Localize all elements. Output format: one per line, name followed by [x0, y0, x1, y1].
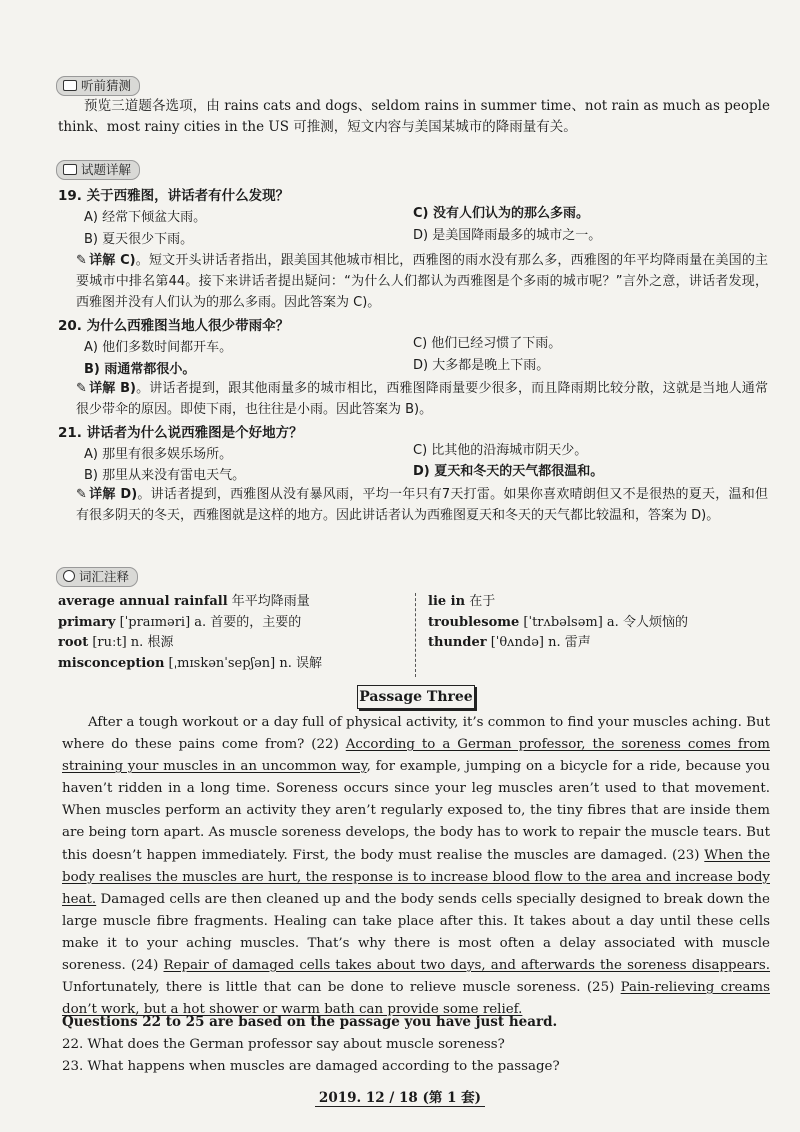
passage-title: Passage Three	[357, 685, 475, 709]
q21-option-a: A) 那里有很多娱乐场所。	[84, 447, 233, 462]
question-21-stem: 21. 讲话者为什么说西雅图是个好地方？	[58, 425, 303, 441]
answer-25-underline: Pain-relieving creams don’t work, but a hot shower or warm bath can provide some relief.	[62, 980, 770, 1018]
answer-22-underline: According to a German professor, the soreness comes from straining your muscles in an uncommon way	[62, 737, 770, 775]
q21-option-d: D) 夏天和冬天的天气都很温和。	[413, 464, 604, 479]
vocab-item: troublesome [ˈtrʌbəlsəm] a. 令人烦恼的	[428, 614, 688, 630]
vocab-item: primary [ˈpraɪməri] a. 首要的，主要的	[58, 614, 302, 630]
q19-option-b: B) 夏天很少下雨。	[84, 232, 194, 247]
page-footer: 2019. 12 / 18 (第 1 套)	[0, 1088, 800, 1109]
q19-option-a: A) 经常下倾盆大雨。	[84, 210, 207, 225]
q21-explanation: ✎ 详解 D)。讲话者提到，西雅图从没有暴风雨，平均一年只有7天打雷。如果你喜欢晴朗但又不是很热的夏天，温和但有很多阴天的冬天，西雅图就是这样的地方。因此讲话者认为西雅图夏天和冬天的天气都比较温和，答案为 D)。	[76, 484, 768, 526]
section-tag-detail: 试题详解	[56, 160, 140, 180]
book-icon	[63, 164, 77, 175]
passage-paragraph: After a tough workout or a day full of physical activity, it’s common to find your muscles aching. But where do these pains come from? (22) According to a German professor, the soreness comes from straining your muscles in an uncommon way, for example, jumping on a bicycle for a ride, because you haven’t ridden in a long time. Soreness occurs since your leg muscles aren’t used to that movement. When muscles perform an activity they aren’t regularly exposed to, the tiny fibres that are inside them are being torn apart. As muscle soreness develops, the body has to work to repair the muscle tears. But this doesn’t happen immediately. First, the body must realise the muscles are damaged. (23) When the body realises the muscles are hurt, the response is to increase blood flow to the area and increase body heat. Damaged cells are then cleaned up and the body sends cells specially designed to break down the large muscle fibre fragments. Healing can take place after this. It takes about a day until these cells make it to your aching muscles. That’s why there is most often a delay associated with muscle soreness. (24) Repair of damaged cells takes about two days, and afterwards the soreness disappears. Unfortunately, there is little that can be done to relieve muscle soreness. (25) Pain-relieving creams don’t work, but a hot shower or warm bath can provide some relief.	[62, 715, 771, 1018]
q19-explanation: ✎ 详解 C)。短文开头讲话者指出，跟美国其他城市相比，西雅图的雨水没有那么多，西雅图的年平均降雨量在美国的主要城市中排名第44。接下来讲话者提出疑问：“为什么人们都认为西雅图是个多雨的城市呢？”言外之意，讲话者发现，西雅图并没有人们认为的那么多雨。因此答案为 C)。	[76, 250, 768, 313]
vocab-item: root [ruːt] n. 根源	[58, 635, 174, 650]
q20-explanation: ✎ 详解 B)。讲话者提到，跟其他雨量多的城市相比，西雅图降雨量要少很多，而且降雨期比较分散，这就是当地人通常很少带伞的原因。即使下雨，也往往是小雨。因此答案为 B)。	[76, 378, 768, 420]
ear-icon	[63, 80, 77, 91]
pen-icon: ✎	[76, 381, 87, 396]
answer-24-underline: Repair of damaged cells takes about two days, and afterwards the soreness disappears.	[163, 958, 771, 974]
pen-icon: ✎	[76, 487, 87, 502]
pre-listen-text: 预览三道题各选项，由 rains cats and dogs、seldom rains in summer time、not rain as much as people think、most rainy cities in the US 可推测，短文内容与美国某城市的降雨量有关。	[58, 98, 770, 135]
vocab-item: thunder [ˈθʌndə] n. 雷声	[428, 635, 591, 650]
q20-option-b: B) 雨通常都很小。	[84, 362, 196, 377]
vocab-right-column	[428, 592, 688, 654]
question-22: 22. What does the German professor say about muscle soreness?	[62, 1037, 505, 1052]
q20-option-c: C) 他们已经习惯了下雨。	[413, 336, 562, 351]
vocab-item: misconception [ˌmɪskənˈsepʃən] n. 误解	[58, 655, 322, 671]
question-19-stem: 19. 关于西雅图，讲话者有什么发现？	[58, 188, 290, 204]
q19-option-d: D) 是美国降雨最多的城市之一。	[413, 228, 602, 243]
q21-option-b: B) 那里从来没有雷电天气。	[84, 468, 246, 483]
question-20-stem: 20. 为什么西雅图当地人很少带雨伞？	[58, 318, 290, 334]
q21-option-c: C) 比其他的沿海城市阴天少。	[413, 443, 588, 458]
section-tag-vocab: 词汇注释	[56, 567, 138, 587]
pen-icon: ✎	[76, 253, 87, 268]
q19-option-c: C) 没有人们认为的那么多雨。	[413, 206, 590, 221]
vocab-divider	[415, 593, 416, 677]
section-tag-pre-listen: 听前猜测	[56, 76, 140, 96]
vocab-item: lie in 在于	[428, 594, 496, 609]
q20-option-d: D) 大多都是晚上下雨。	[413, 358, 550, 373]
passage-body	[62, 712, 770, 1021]
q20-option-a: A) 他们多数时间都开车。	[84, 340, 233, 355]
question-23: 23. What happens when muscles are damaged according to the passage?	[62, 1059, 560, 1074]
vocab-left-column	[58, 592, 322, 674]
answer-23-underline: When the body realises the muscles are hurt, the response is to increase blood flow to the area and increase body heat.	[62, 847, 770, 907]
vocab-item: average annual rainfall 年平均降雨量	[58, 594, 310, 609]
clock-icon	[63, 570, 75, 582]
questions-header: Questions 22 to 25 are based on the passage you have just heard.	[62, 1014, 558, 1030]
